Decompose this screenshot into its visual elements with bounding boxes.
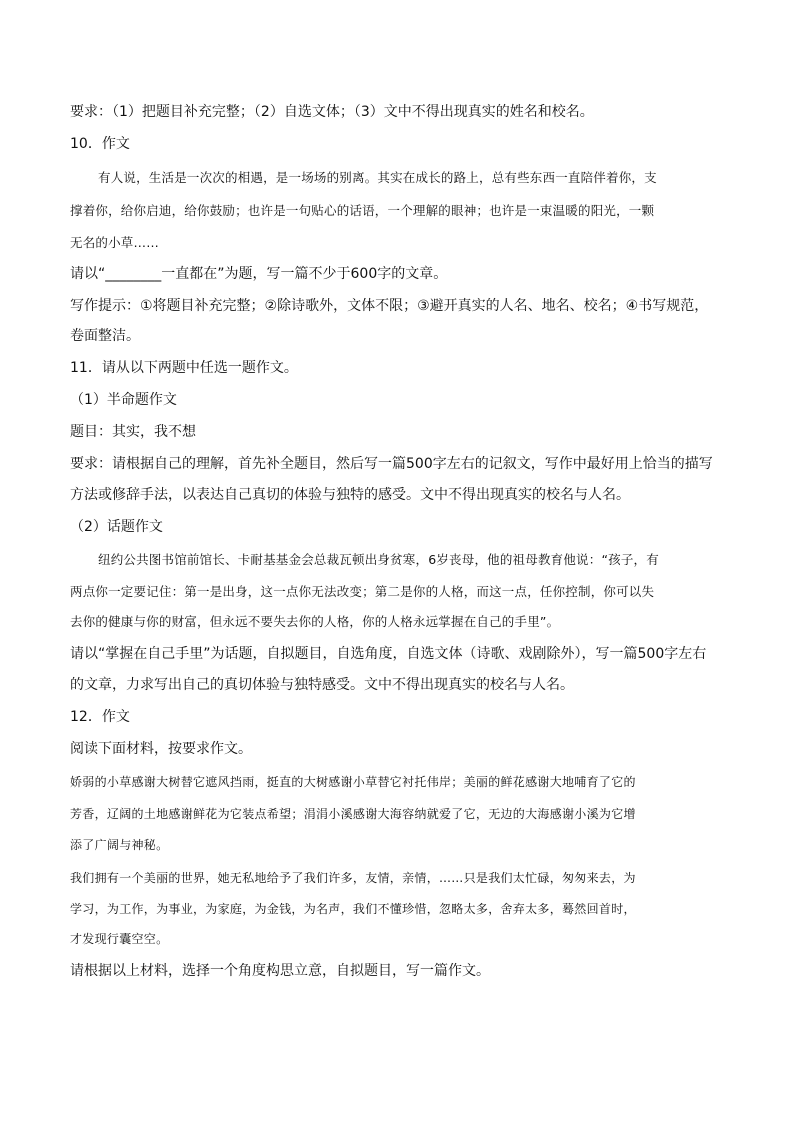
- material-10-line-1: 有人说，生活是一次次的相遇，是一场场的别离。其实在成长的路上，总有些东西一直陪伴着你，支: [98, 170, 657, 185]
- question-12-prompt: 请根据以上材料，选择一个角度构思立意，自拟题目，写一篇作文。: [70, 963, 490, 979]
- material-11-line-2: 两点你一定要记住：第一是出身，这一点你无法改变；第二是你的人格，而这一点，任你控制，你可以失: [70, 584, 655, 599]
- option-2-prompt-line-2: 的文章，力求写出自己的真切体验与独特感受。文中不得出现真实的校名与人名。: [70, 677, 574, 693]
- option-2-heading: （2）话题作文: [70, 519, 163, 535]
- question-10-heading: 10．作文: [70, 136, 130, 152]
- material-11-line-3: 去你的健康与你的财富，但永远不要失去你的人格，你的人格永远掌握在自己的手里”。: [70, 614, 560, 629]
- material-12-line-6: 才发现行囊空空。: [70, 932, 169, 946]
- material-12-line-4: 我们拥有一个美丽的世界，她无私地给予了我们许多，友情，亲情，……只是我们太忙碌，匆匆来去，为: [70, 871, 636, 885]
- material-10-line-3: 无名的小草……: [70, 235, 159, 250]
- question-12-heading: 12．作文: [70, 709, 130, 725]
- material-12-line-3: 添了广阔与神秘。: [70, 838, 169, 852]
- writing-tips-line-1: 写作提示：①将题目补充完整；②除诗歌外，文体不限；③避开真实的人名、地名、校名；④书写规范，: [70, 298, 709, 314]
- option-2-prompt-line-1: 请以“掌握在自己手里”为话题，自拟题目，自选角度，自选文体（诗歌、戏剧除外），写一篇500字左右: [70, 646, 707, 662]
- material-12-line-5: 学习，为工作，为事业，为家庭，为金钱，为名声，我们不懂珍惜，忽略太多，舍弃太多，蓦然回首时，: [70, 902, 636, 916]
- option-1-title: 题目：其实，我不想: [70, 424, 196, 440]
- prompt-10: 请以“________一直都在”为题，写一篇不少于600字的文章。: [70, 266, 448, 282]
- writing-tips-line-2: 卷面整洁。: [70, 328, 140, 344]
- material-11-line-1: 纽约公共图书馆前馆长、卡耐基基金会总裁瓦顿出身贫寒，6岁丧母，他的祖母教育他说：“孩子，有: [98, 552, 659, 567]
- option-1-heading: （1）半命题作文: [70, 392, 177, 408]
- material-10-line-2: 撑着你，给你启迪，给你鼓励；也许是一句贴心的话语，一个理解的眼神；也许是一束温暖的阳光，一颗: [70, 203, 655, 218]
- requirement-line: 要求：（1）把题目补充完整；（2）自选文体；（3）文中不得出现真实的姓名和校名。: [70, 104, 594, 120]
- question-12-instruction: 阅读下面材料，按要求作文。: [70, 741, 252, 757]
- question-11-heading: 11．请从以下两题中任选一题作文。: [70, 360, 298, 376]
- option-1-requirement-line-1: 要求：请根据自己的理解，首先补全题目，然后写一篇500字左右的记叙文，写作中最好用上恰当的描写: [70, 456, 713, 472]
- material-12-line-2: 芳香，辽阔的土地感谢鲜花为它装点希望；涓涓小溪感谢大海容纳就爱了它，无边的大海感谢小溪为它增: [70, 807, 636, 821]
- material-12-line-1: 娇弱的小草感谢大树替它遮风挡雨，挺直的大树感谢小草替它衬托伟岸；美丽的鲜花感谢大地哺育了它的: [70, 775, 636, 789]
- option-1-requirement-line-2: 方法或修辞手法，以表达自己真切的体验与独特的感受。文中不得出现真实的校名与人名。: [70, 487, 630, 503]
